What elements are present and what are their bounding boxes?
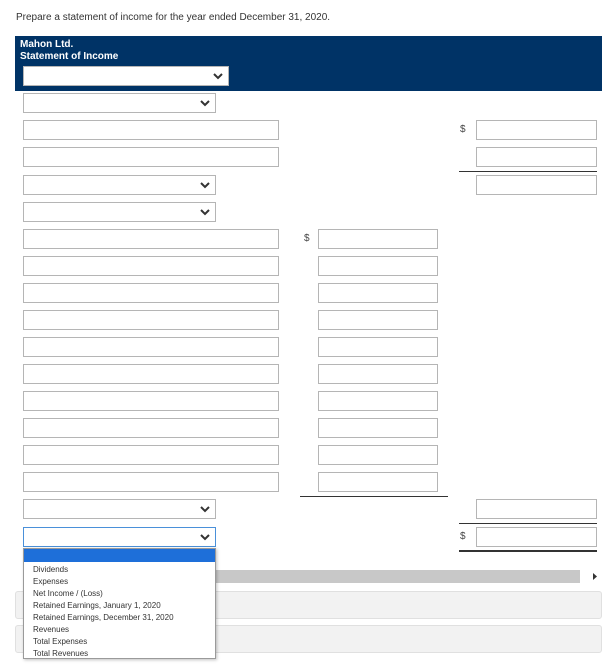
- expense-line-2-amount[interactable]: [318, 256, 438, 276]
- net-income-select[interactable]: [23, 527, 216, 547]
- expense-line-6-label[interactable]: [23, 364, 279, 384]
- total-expenses-amount[interactable]: [476, 499, 597, 519]
- net-income-dropdown-list[interactable]: [23, 548, 216, 659]
- dropdown-option[interactable]: Total Expenses: [33, 637, 88, 646]
- revenue-line-2-label[interactable]: [23, 147, 279, 167]
- expense-line-8-amount[interactable]: [318, 418, 438, 438]
- dropdown-option[interactable]: Net Income / (Loss): [33, 589, 103, 598]
- total-revenues-amount[interactable]: [476, 175, 597, 195]
- dollar-sign: $: [304, 233, 310, 244]
- chevron-down-icon: [199, 531, 211, 543]
- expense-line-9-amount[interactable]: [318, 445, 438, 465]
- revenue-line-1-label[interactable]: [23, 120, 279, 140]
- dropdown-option[interactable]: Revenues: [33, 625, 70, 634]
- chevron-down-icon: [199, 206, 211, 218]
- total-expenses-select[interactable]: [23, 499, 216, 519]
- dropdown-option[interactable]: Total Revenues: [33, 649, 89, 658]
- expense-line-5-amount[interactable]: [318, 337, 438, 357]
- statement-title: Statement of Income: [20, 51, 119, 62]
- dropdown-option[interactable]: Retained Earnings, January 1, 2020: [33, 601, 161, 610]
- revenues-section-select[interactable]: [23, 93, 216, 113]
- expense-line-8-label[interactable]: [23, 418, 279, 438]
- expenses-rule: [300, 496, 448, 497]
- expense-line-4-label[interactable]: [23, 310, 279, 330]
- instruction-text: Prepare a statement of income for the year ended December 31, 2020.: [16, 12, 331, 23]
- expense-line-10-label[interactable]: [23, 472, 279, 492]
- expense-line-1-label[interactable]: [23, 229, 279, 249]
- expense-line-2-label[interactable]: [23, 256, 279, 276]
- expense-line-3-label[interactable]: [23, 283, 279, 303]
- double-rule: [459, 550, 597, 552]
- expense-line-6-amount[interactable]: [318, 364, 438, 384]
- chevron-down-icon: [199, 503, 211, 515]
- expense-line-1-amount[interactable]: [318, 229, 438, 249]
- expense-line-9-label[interactable]: [23, 445, 279, 465]
- chevron-down-icon: [212, 70, 224, 82]
- period-select[interactable]: [23, 66, 229, 86]
- chevron-down-icon: [199, 179, 211, 191]
- expense-line-4-amount[interactable]: [318, 310, 438, 330]
- dropdown-option[interactable]: Dividends: [33, 565, 69, 574]
- dropdown-option[interactable]: Expenses: [33, 577, 69, 586]
- total-revenues-select[interactable]: [23, 175, 216, 195]
- expense-line-7-label[interactable]: [23, 391, 279, 411]
- company-name: Mahon Ltd.: [20, 39, 74, 50]
- expense-line-3-amount[interactable]: [318, 283, 438, 303]
- expense-line-10-amount[interactable]: [318, 472, 438, 492]
- dollar-sign: $: [460, 124, 466, 135]
- expense-line-5-label[interactable]: [23, 337, 279, 357]
- revenue-line-2-amount[interactable]: [476, 147, 597, 167]
- revenue-line-1-amount[interactable]: [476, 120, 597, 140]
- horizontal-scrollbar[interactable]: [215, 570, 580, 583]
- dropdown-option[interactable]: Retained Earnings, December 31, 2020: [33, 613, 174, 622]
- scroll-right-arrow-icon[interactable]: [588, 570, 602, 583]
- total-rule: [459, 171, 597, 172]
- net-income-rule: [459, 523, 597, 524]
- dollar-sign: $: [460, 531, 466, 542]
- chevron-down-icon: [199, 97, 211, 109]
- expense-line-7-amount[interactable]: [318, 391, 438, 411]
- net-income-amount[interactable]: [476, 527, 597, 547]
- expenses-section-select[interactable]: [23, 202, 216, 222]
- dropdown-highlighted-option[interactable]: [24, 549, 215, 562]
